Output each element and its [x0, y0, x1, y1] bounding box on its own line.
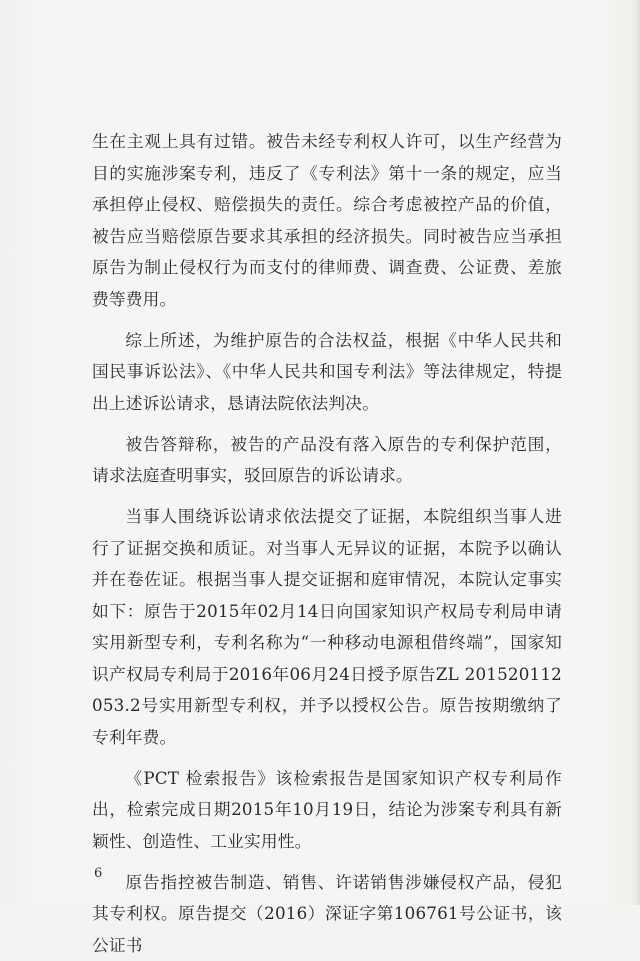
paragraph-1: 生在主观上具有过错。被告未经专利权人许可，以生产经营为目的实施涉案专利，违反了《专利法》第十一条的规定，应当承担停止侵权、赔偿损失的责任。综合考虑被控产品的价值，被告应当赔偿原告要求其承担的经济损失。同时被告应当承担原告为制止侵权行为而支付的律师费、调查费、公证费、差旅费等费用。 [92, 126, 562, 315]
page-edge-shadow [634, 0, 640, 905]
paragraph-2: 综上所述，为维护原告的合法权益，根据《中华人民共和国民事诉讼法》、《中华人民共和国专利法》等法律规定，特提出上述诉讼请求，恳请法院依法判决。 [92, 325, 562, 420]
document-body [92, 126, 562, 961]
paragraph-5: 《PCT 检索报告》该检索报告是国家知识产权专利局作出，检索完成日期2015年10月19日，结论为涉案专利具有新颖性、创造性、工业实用性。 [92, 763, 562, 858]
paragraph-3: 被告答辩称，被告的产品没有落入原告的专利保护范围，请求法庭查明事实，驳回原告的诉讼请求。 [92, 429, 562, 492]
paragraph-6: 原告指控被告制造、销售、许诺销售涉嫌侵权产品，侵犯其专利权。原告提交（2016）深证字第106761号公证书，该公证书 [92, 867, 562, 961]
paragraph-4: 当事人围绕诉讼请求依法提交了证据，本院组织当事人进行了证据交换和质证。对当事人无异议的证据，本院予以确认并在卷佐证。根据当事人提交证据和庭审情况，本院认定事实如下：原告于2015年02月14日向国家知识产权局专利局申请实用新型专利，专利名称为“一种移动电源租借终端”，国家知识产权局专利局于2016年06月24日授予原告ZL 201520112053.2号实用新型专利权，并予以授权公告。原告按期缴纳了专利年费。 [92, 501, 562, 753]
page-number: 6 [94, 866, 102, 881]
